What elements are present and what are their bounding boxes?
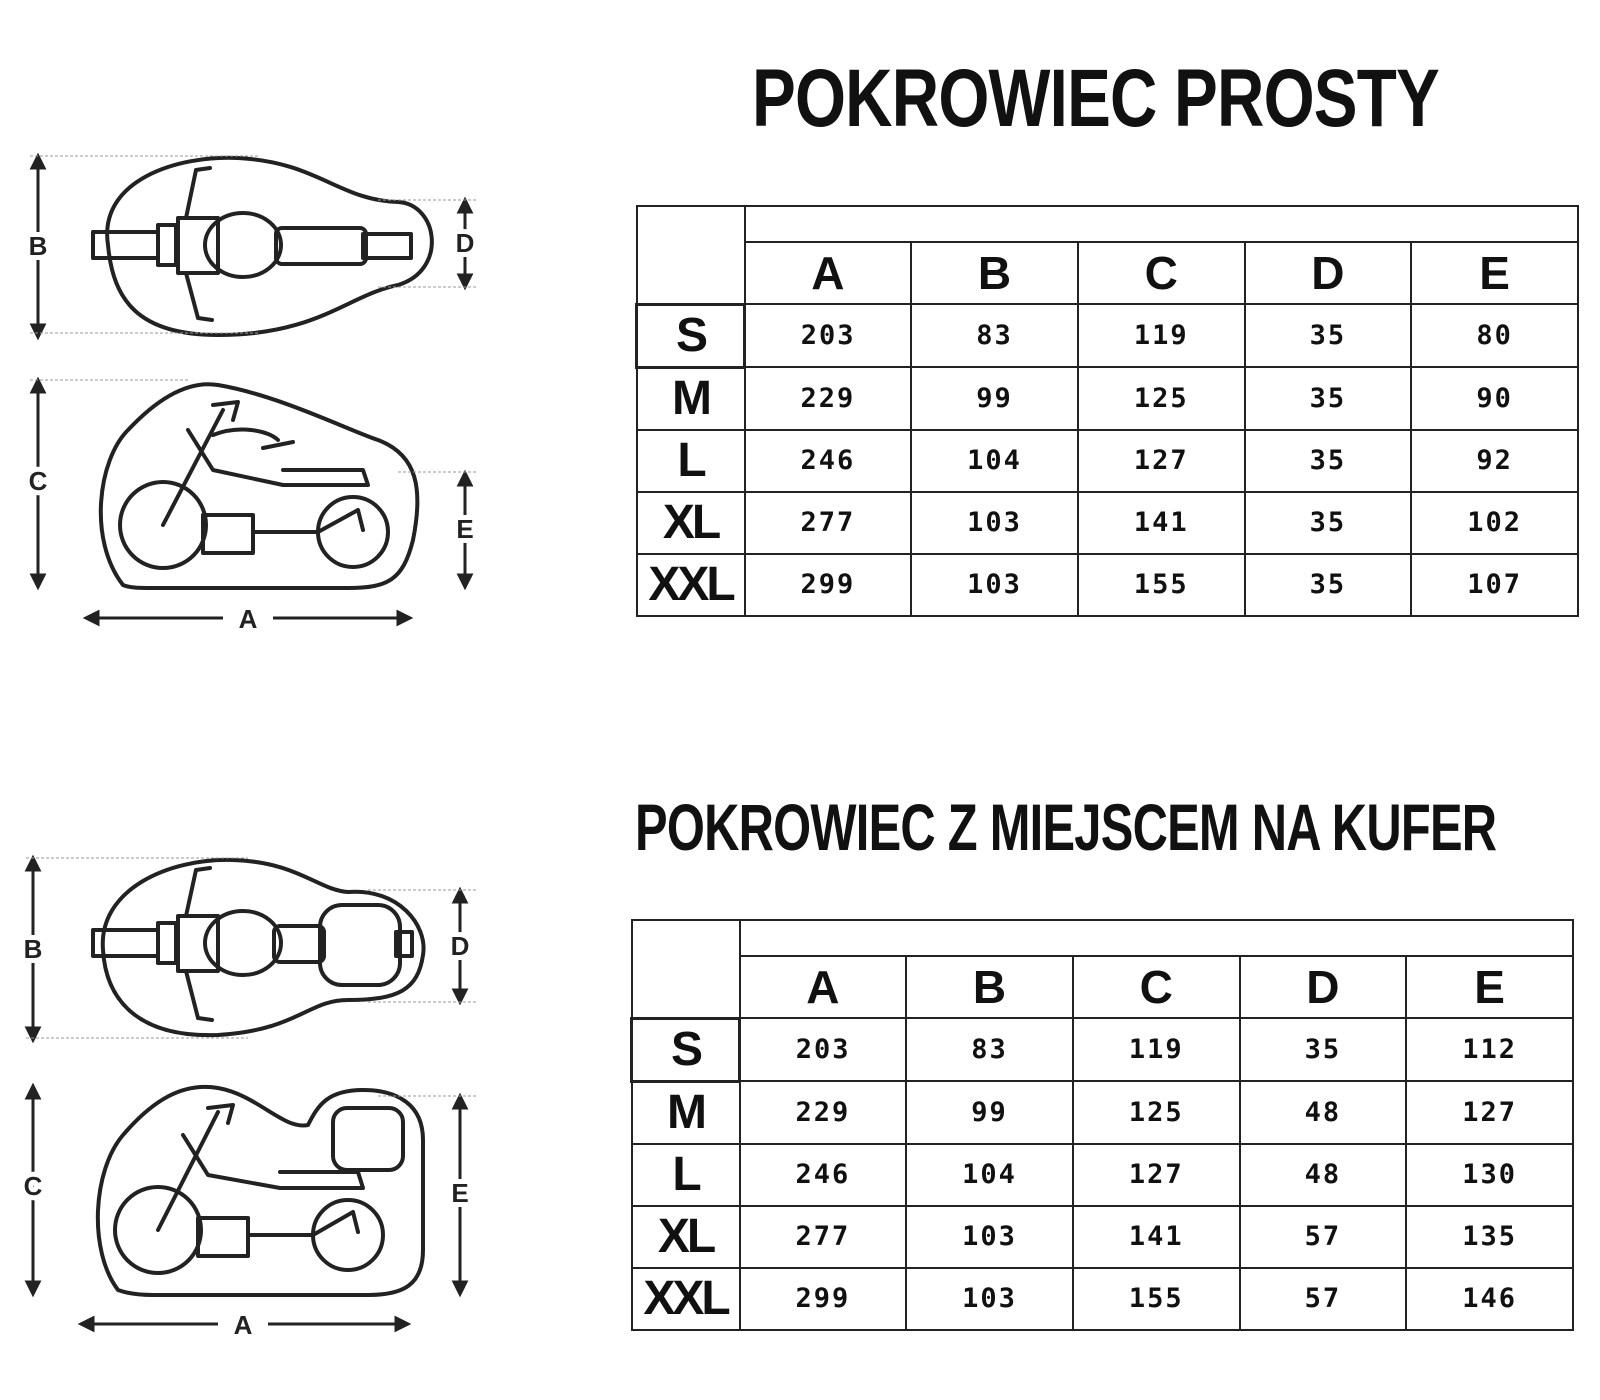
value-cell: 103 [906,1268,1073,1330]
value-cell: 35 [1245,367,1412,430]
size-label: S [637,304,745,367]
value-cell: 57 [1240,1206,1407,1268]
value-cell: 141 [1078,492,1245,554]
size-label: M [632,1081,740,1144]
size-label: XXL [632,1268,740,1330]
value-cell: 48 [1240,1081,1407,1144]
value-cell: 125 [1073,1081,1240,1144]
value-cell: 107 [1411,554,1578,616]
value-cell: 35 [1245,492,1412,554]
column-header-c: C [1073,956,1240,1018]
dimension-label-d: D [455,228,475,258]
table-top-band [740,920,1574,956]
size-table [630,919,1574,1331]
motorcycle-dimension-diagram [18,850,498,1350]
value-cell: 246 [745,430,912,492]
section-title: POKROWIEC PROSTY [752,53,1439,144]
value-cell: 92 [1411,430,1578,492]
dimension-label-c: C [23,1171,43,1201]
value-cell: 99 [911,367,1078,430]
size-label: M [637,367,745,430]
value-cell: 48 [1240,1144,1407,1206]
top-view-cover-outline [107,158,432,335]
table-corner-cell [632,920,740,1018]
value-cell: 130 [1406,1144,1573,1206]
dimension-label-a: A [233,1310,253,1340]
dimension-label-e: E [451,1178,469,1208]
value-cell: 119 [1078,304,1245,367]
value-cell: 203 [745,304,912,367]
top-view-cover-outline [103,860,424,1035]
column-header-d: D [1245,242,1412,304]
value-cell: 125 [1078,367,1245,430]
table-row [632,1081,1574,1144]
value-cell: 103 [911,554,1078,616]
value-cell: 127 [1073,1144,1240,1206]
table-row [637,367,1579,430]
value-cell: 99 [906,1081,1073,1144]
value-cell: 35 [1245,304,1412,367]
size-label: L [637,430,745,492]
side-view-motorcycle-icon [115,1105,403,1273]
value-cell: 104 [906,1144,1073,1206]
value-cell: 104 [911,430,1078,492]
dimension-label-a: A [238,604,258,634]
column-header-e: E [1406,956,1573,1018]
value-cell: 229 [740,1081,907,1144]
size-label: XL [632,1206,740,1268]
value-cell: 155 [1078,554,1245,616]
column-header-b: B [911,242,1078,304]
value-cell: 127 [1078,430,1245,492]
value-cell: 299 [740,1268,907,1330]
motorcycle-dimension-diagram [18,140,498,640]
section-title: POKROWIEC Z MIEJSCEM NA KUFER [635,790,1497,864]
value-cell: 112 [1406,1018,1573,1081]
value-cell: 277 [745,492,912,554]
section-top-case-cover [0,712,1600,1400]
table-row [632,1144,1574,1206]
table-row [632,1268,1574,1330]
value-cell: 90 [1411,367,1578,430]
size-label: XL [637,492,745,554]
value-cell: 35 [1240,1018,1407,1081]
value-cell: 102 [1411,492,1578,554]
side-view-cover-outline [98,1087,423,1295]
dimension-label-c: C [28,466,48,496]
value-cell: 229 [745,367,912,430]
table-row [637,304,1579,367]
value-cell: 35 [1245,554,1412,616]
value-cell: 103 [911,492,1078,554]
column-header-a: A [740,956,907,1018]
value-cell: 203 [740,1018,907,1081]
value-cell: 80 [1411,304,1578,367]
value-cell: 141 [1073,1206,1240,1268]
table-row [637,430,1579,492]
table-top-band [745,206,1579,242]
dimension-label-b: B [28,231,48,261]
column-header-c: C [1078,242,1245,304]
table-corner-cell [637,206,745,304]
value-cell: 277 [740,1206,907,1268]
value-cell: 127 [1406,1081,1573,1144]
column-header-e: E [1411,242,1578,304]
value-cell: 35 [1245,430,1412,492]
size-label: XXL [637,554,745,616]
value-cell: 119 [1073,1018,1240,1081]
table-row [632,1206,1574,1268]
column-header-a: A [745,242,912,304]
size-table [635,205,1579,617]
dimension-label-e: E [456,514,474,544]
value-cell: 135 [1406,1206,1573,1268]
table-row [632,1018,1574,1081]
size-label: L [632,1144,740,1206]
value-cell: 83 [906,1018,1073,1081]
value-cell: 103 [906,1206,1073,1268]
value-cell: 246 [740,1144,907,1206]
value-cell: 83 [911,304,1078,367]
value-cell: 146 [1406,1268,1573,1330]
size-label: S [632,1018,740,1081]
value-cell: 299 [745,554,912,616]
value-cell: 155 [1073,1268,1240,1330]
column-header-d: D [1240,956,1407,1018]
table-row [637,554,1579,616]
dimension-label-b: B [23,934,43,964]
table-row [637,492,1579,554]
column-header-b: B [906,956,1073,1018]
value-cell: 57 [1240,1268,1407,1330]
dimension-label-d: D [450,931,470,961]
